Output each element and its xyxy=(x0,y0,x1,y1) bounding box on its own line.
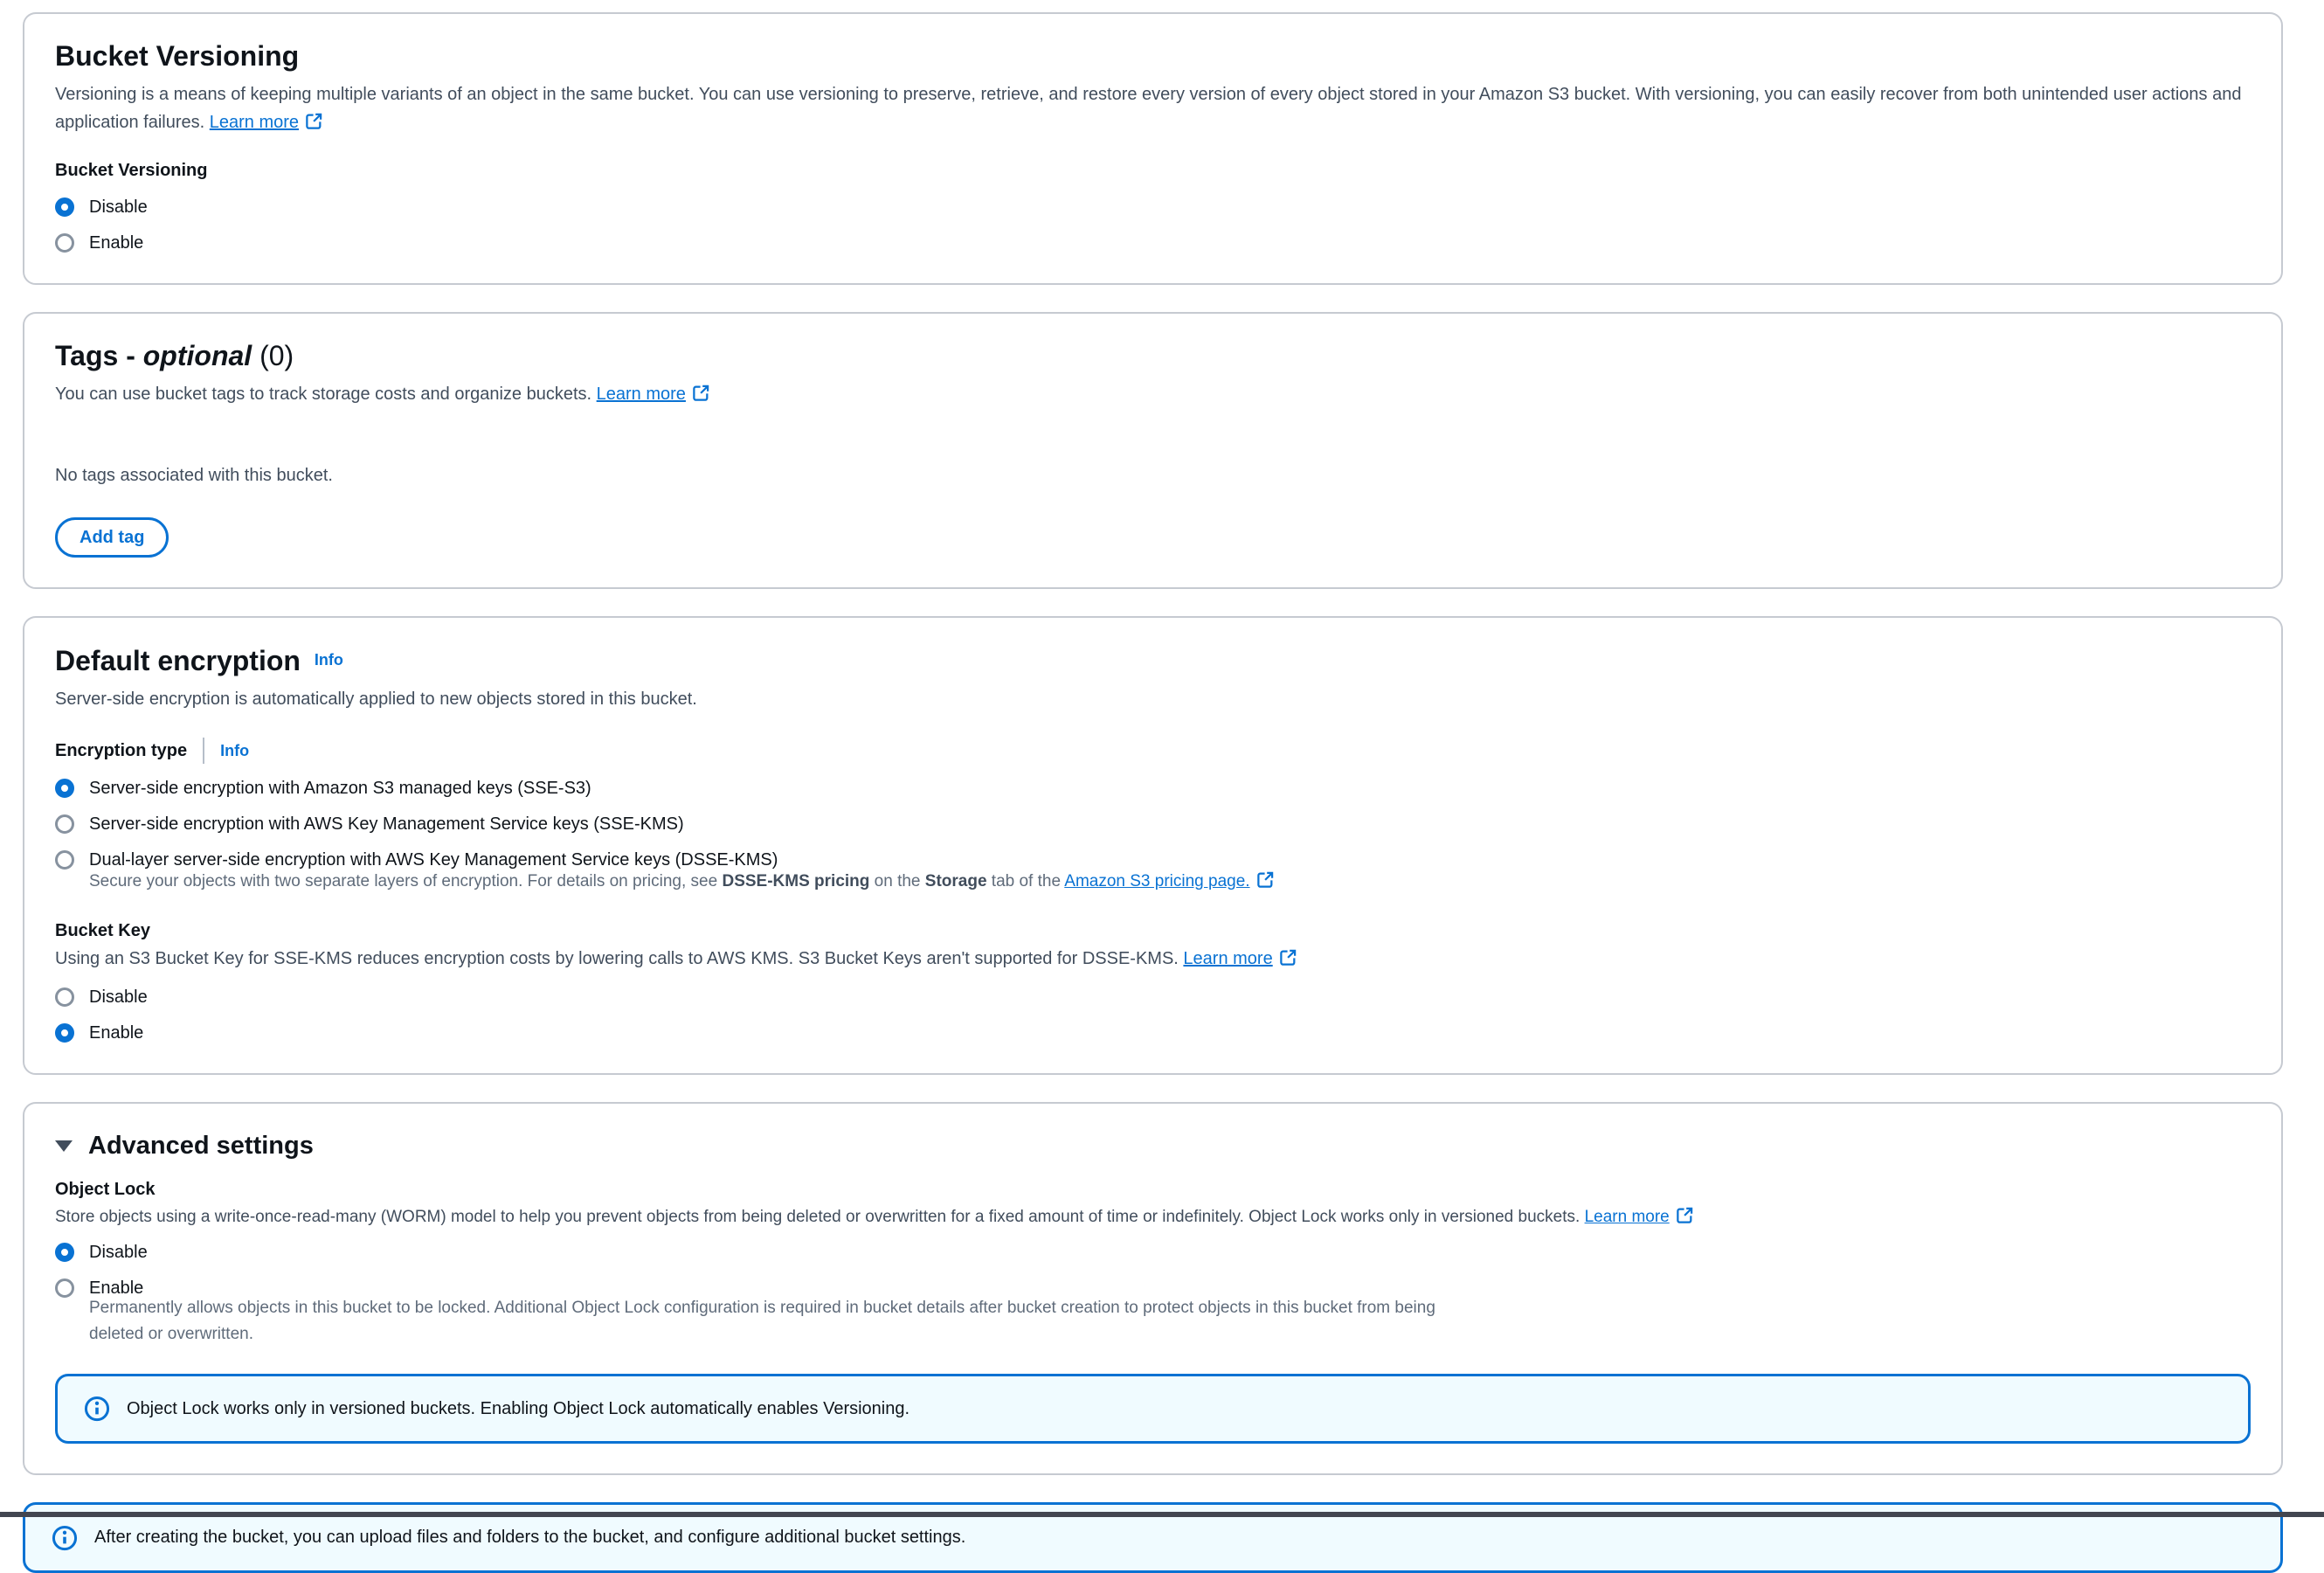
default-encryption-description: Server-side encryption is automatically applied to new objects stored in this bucket. xyxy=(55,689,697,709)
radio-selected-icon[interactable] xyxy=(55,1243,74,1262)
bucket-key-enable-radio[interactable] xyxy=(55,1022,143,1043)
radio-label: Dual-layer server-side encryption with AWS Key Management Service keys (DSSE-KMS) xyxy=(89,850,778,870)
caret-down-icon xyxy=(55,1140,73,1152)
radio-label: Disable xyxy=(89,197,148,217)
radio-label: Enable xyxy=(89,1023,144,1043)
alert-message: Object Lock works only in versioned buckets. Enabling Object Lock automatically enables Versioning. xyxy=(127,1398,910,1418)
external-link-icon xyxy=(1676,1206,1694,1224)
radio-label: Disable xyxy=(89,987,148,1007)
bucket-versioning-description: Versioning is a means of keeping multiple variants of an object in the same bucket. You can use versioning to preserve, retrieve, and restore every version of every object stored in your Amazon S3 bucket. With versioning, you can easily recover from both unintended user actions and application failures. Learn more xyxy=(55,85,2242,132)
advanced-settings-expander[interactable] xyxy=(55,1132,314,1161)
encryption-sse-s3-radio[interactable] xyxy=(55,778,591,799)
bucket-versioning-title: Bucket Versioning xyxy=(55,40,300,72)
radio-unselected-icon[interactable] xyxy=(55,1278,74,1298)
advanced-settings-section xyxy=(23,1102,2283,1475)
radio-label: Enable xyxy=(89,233,144,253)
tags-learn-more-link[interactable]: Learn more xyxy=(597,385,710,404)
radio-label: Server-side encryption with Amazon S3 managed keys (SSE-S3) xyxy=(89,779,591,798)
external-link-icon xyxy=(305,112,323,130)
bucket-key-label: Bucket Key xyxy=(55,921,150,940)
external-link-icon xyxy=(1256,870,1275,889)
radio-unselected-icon[interactable] xyxy=(55,987,74,1007)
encryption-type-label: Encryption type xyxy=(55,740,188,760)
object-lock-info-alert xyxy=(55,1374,2251,1444)
tags-description: You can use bucket tags to track storage costs and organize buckets. Learn more xyxy=(55,380,2251,408)
radio-unselected-icon[interactable] xyxy=(55,850,74,870)
bucket-versioning-field-label: Bucket Versioning xyxy=(55,161,208,180)
advanced-settings-title: Advanced settings xyxy=(88,1132,314,1160)
tags-title: Tags - optional (0) xyxy=(55,340,294,371)
object-lock-label: Object Lock xyxy=(55,1180,156,1199)
radio-selected-icon[interactable] xyxy=(55,197,74,217)
default-encryption-section xyxy=(23,616,2283,1075)
info-icon xyxy=(84,1396,110,1422)
encryption-type-label-row xyxy=(55,738,2251,764)
bucket-key-description: Using an S3 Bucket Key for SSE-KMS reduces encryption costs by lowering calls to AWS KMS. S3 Bucket Keys aren't supported for DSSE-KMS. Learn more xyxy=(55,945,2251,973)
bucket-versioning-learn-more-link[interactable]: Learn more xyxy=(210,113,323,132)
bucket-key-disable-radio[interactable] xyxy=(55,987,148,1008)
s3-pricing-page-link[interactable]: Amazon S3 pricing page. xyxy=(1064,872,1274,890)
viewport-bottom-edge xyxy=(0,1512,2324,1517)
object-lock-enable-note: Permanently allows objects in this bucket to be locked. Additional Object Lock configuration is required in bucket details after bucket creation to protect objects in this bucket from being deleted or overwritten. xyxy=(89,1299,1435,1343)
tags-empty-message: No tags associated with this bucket. xyxy=(55,466,333,485)
radio-unselected-icon[interactable] xyxy=(55,814,74,834)
bucket-versioning-section xyxy=(23,12,2283,285)
tags-section xyxy=(23,312,2283,589)
radio-selected-icon[interactable] xyxy=(55,1023,74,1043)
alert-message: After creating the bucket, you can upload files and folders to the bucket, and configure additional bucket settings. xyxy=(94,1528,966,1547)
default-encryption-info-link[interactable]: Info xyxy=(314,651,343,669)
default-encryption-title: Default encryption Info xyxy=(55,645,343,676)
dsse-kms-note: Secure your objects with two separate layers of encryption. For details on pricing, see DSSE-KMS pricing on the Storage tab of the Amazon S3 pricing page. xyxy=(89,869,2251,895)
radio-unselected-icon[interactable] xyxy=(55,233,74,253)
external-link-icon xyxy=(1279,948,1297,967)
encryption-type-info-link[interactable]: Info xyxy=(220,741,250,759)
bucket-versioning-enable-radio[interactable] xyxy=(55,232,143,253)
radio-label: Server-side encryption with AWS Key Management Service keys (SSE-KMS) xyxy=(89,814,684,834)
object-lock-learn-more-link[interactable]: Learn more xyxy=(1585,1208,1694,1226)
radio-label: Disable xyxy=(89,1243,148,1262)
radio-label: Enable xyxy=(89,1278,144,1298)
encryption-sse-kms-radio[interactable] xyxy=(55,814,684,835)
info-icon xyxy=(52,1525,78,1551)
bucket-versioning-disable-radio[interactable] xyxy=(55,197,148,218)
bucket-key-learn-more-link[interactable]: Learn more xyxy=(1183,949,1297,968)
external-link-icon xyxy=(692,384,710,402)
radio-selected-icon[interactable] xyxy=(55,779,74,798)
encryption-dsse-kms-radio[interactable] xyxy=(55,849,778,870)
object-lock-disable-radio[interactable] xyxy=(55,1242,148,1263)
object-lock-description: Store objects using a write-once-read-many (WORM) model to help you prevent objects from being deleted or overwritten for a fixed amount of time or indefinitely. Object Lock works only in versioned buckets. Learn more xyxy=(55,1203,2251,1231)
add-tag-button[interactable]: Add tag xyxy=(55,517,169,558)
label-divider xyxy=(203,738,204,764)
